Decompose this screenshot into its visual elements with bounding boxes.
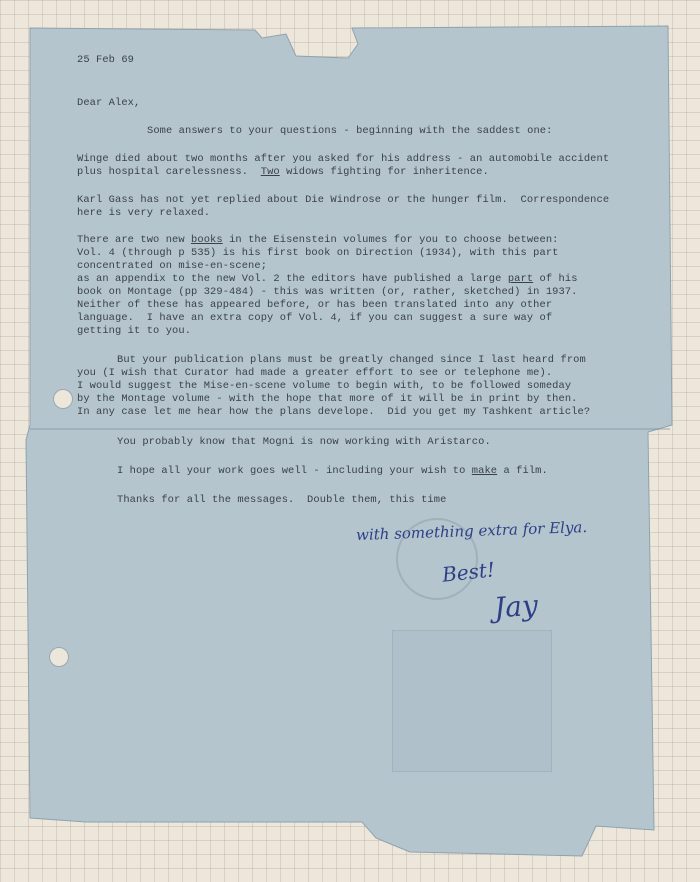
underlined-word: make xyxy=(471,465,498,477)
underlined-word: books xyxy=(191,234,223,246)
paragraph-line: You probably know that Mogni is now working with Aristarco. xyxy=(117,436,491,448)
paragraph-line: language. I have an extra copy of Vol. 4, if you can suggest a sure way of xyxy=(77,312,553,324)
underlined-word: part xyxy=(507,273,534,285)
paragraph-line: by the Montage volume - with the hope that more of it will be in print by then. xyxy=(77,393,578,405)
handwritten-postscript: with something extra for Elya. xyxy=(355,517,588,545)
closing-line: Thanks for all the messages. Double them, this time xyxy=(117,494,447,506)
show-through-mark xyxy=(392,630,552,772)
underlined-word: Two xyxy=(260,166,280,178)
paragraph-line: book on Montage (pp 329-484) - this was written (or, rather, sketched) in 1937. xyxy=(77,286,578,298)
paragraph-line: concentrated on mise-en-scene; xyxy=(77,260,268,272)
paragraph-line: I hope all your work goes well - including your wish to make a film. xyxy=(117,465,548,477)
paragraph-line: But your publication plans must be greatly changed since I last heard from xyxy=(117,354,586,366)
paragraph-line: There are two new books in the Eisenstein volumes for you to choose between: xyxy=(77,234,559,246)
punch-hole xyxy=(53,389,73,409)
paragraph-line: here is very relaxed. xyxy=(77,207,211,219)
punch-hole xyxy=(49,647,69,667)
paragraph-line: getting it to you. xyxy=(77,325,192,337)
paragraph-line: Neither of these has appeared before, or has been translated into any other xyxy=(77,299,553,311)
paragraph-line: Winge died about two months after you asked for his address - an automobile accident xyxy=(77,153,610,165)
opening-line: Some answers to your questions - beginning with the saddest one: xyxy=(147,125,553,137)
paragraph-line: I would suggest the Mise-en-scene volume to begin with, to be followed someday xyxy=(77,380,572,392)
handwritten-signature: Jay xyxy=(492,588,539,625)
fold-crease xyxy=(30,428,670,430)
handwritten-closing: Best! xyxy=(440,557,496,587)
salutation: Dear Alex, xyxy=(77,97,141,109)
paragraph-line: In any case let me hear how the plans develope. Did you get my Tashkent article? xyxy=(77,406,591,418)
paragraph-line: as an appendix to the new Vol. 2 the editors have published a large part of his xyxy=(77,273,578,285)
paragraph-line: Karl Gass has not yet replied about Die Windrose or the hunger film. Correspondence xyxy=(77,194,610,206)
letter-date: 25 Feb 69 xyxy=(77,54,135,66)
paragraph-line: you (I wish that Curator had made a greater effort to see or telephone me). xyxy=(77,367,553,379)
paragraph-line: Vol. 4 (through p 535) is his first book on Direction (1934), with this part xyxy=(77,247,559,259)
paragraph-line: plus hospital carelessness. Two widows fighting for inheritence. xyxy=(77,166,489,178)
